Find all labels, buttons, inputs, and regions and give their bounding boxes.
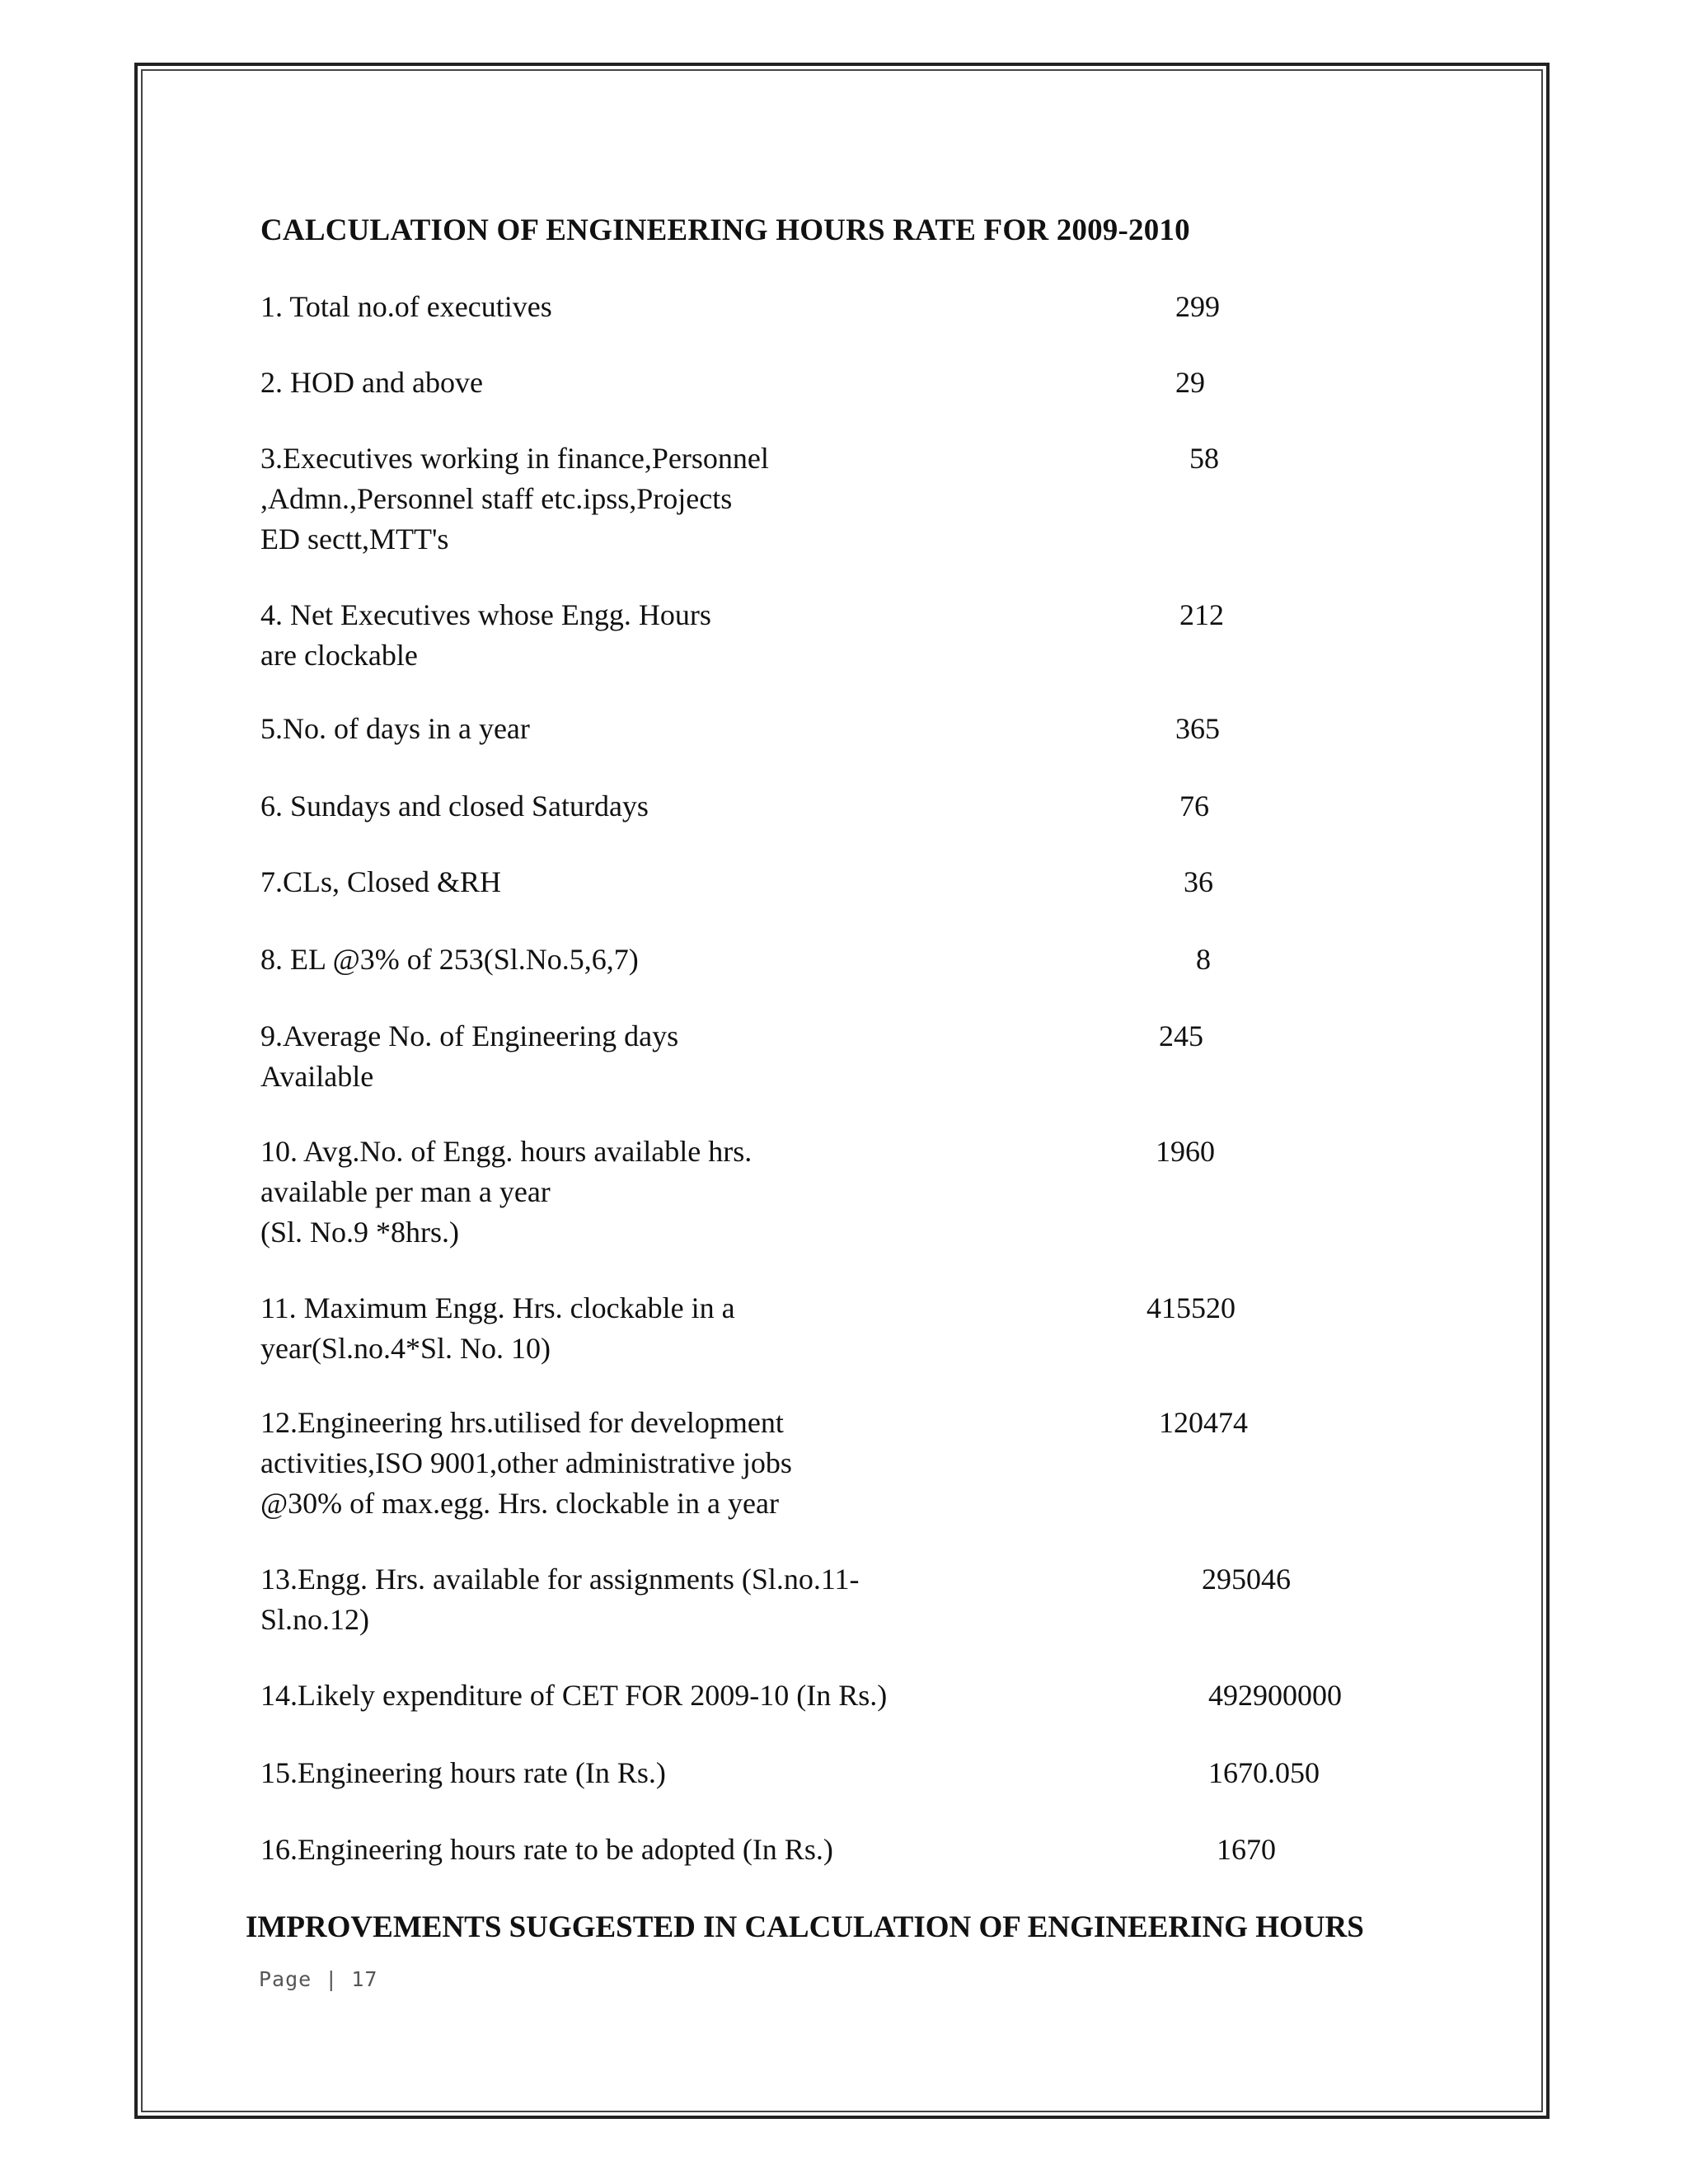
row-value: 1670 [1217,1833,1276,1866]
row-label: 3.Executives working in finance,Personnel ,Admn.,Personnel staff etc.ipss,Projects ED sectt,MTT's [260,442,769,555]
row-value: 76 [1179,790,1209,823]
row-value: 295046 [1202,1563,1291,1596]
row-label: 4. Net Executives whose Engg. Hours are clockable [260,598,711,672]
row-label: 12.Engineering hrs.utilised for development activities,ISO 9001,other administrative jobs @30% of max.egg. Hrs. clockable in a year [260,1406,792,1520]
row-label: 2. HOD and above [260,366,483,399]
row-label: 1. Total no.of executives [260,290,552,323]
row-label: 10. Avg.No. of Engg. hours available hrs. available per man a year (Sl. No.9 *8hrs.) [260,1135,753,1249]
row-value: 415520 [1146,1291,1236,1324]
row-value: 299 [1175,290,1220,323]
page-number: Page | 17 [259,1967,378,1991]
row-value: 365 [1175,712,1220,745]
row-label: 5.No. of days in a year [260,712,530,745]
row-value: 492900000 [1208,1679,1342,1712]
row-label: 16.Engineering hours rate to be adopted (In Rs.) [260,1833,833,1866]
row-label: 13.Engg. Hrs. available for assignments (Sl.no.11- Sl.no.12) [260,1563,860,1636]
row-label: 11. Maximum Engg. Hrs. clockable in a year(Sl.no.4*Sl. No. 10) [260,1291,735,1365]
row-value: 120474 [1159,1406,1248,1439]
row-label: 9.Average No. of Engineering days Available [260,1019,679,1093]
row-value: 245 [1159,1019,1203,1052]
row-label: 14.Likely expenditure of CET FOR 2009-10 (In Rs.) [260,1679,888,1712]
row-value: 36 [1184,865,1213,898]
row-label: 8. EL @3% of 253(Sl.No.5,6,7) [260,943,639,976]
row-value: 212 [1179,598,1224,631]
row-label: 15.Engineering hours rate (In Rs.) [260,1756,666,1789]
row-value: 58 [1189,442,1219,475]
row-label: 7.CLs, Closed &RH [260,865,502,898]
row-value: 8 [1196,943,1211,976]
row-label: 6. Sundays and closed Saturdays [260,790,649,823]
section-heading: IMPROVEMENTS SUGGESTED IN CALCULATION OF ENGINEERING HOURS [246,1910,1364,1944]
document-title: CALCULATION OF ENGINEERING HOURS RATE FOR 2009-2010 [260,213,1190,247]
row-value: 1960 [1156,1135,1215,1168]
row-value: 29 [1175,366,1205,399]
row-value: 1670.050 [1208,1756,1320,1789]
